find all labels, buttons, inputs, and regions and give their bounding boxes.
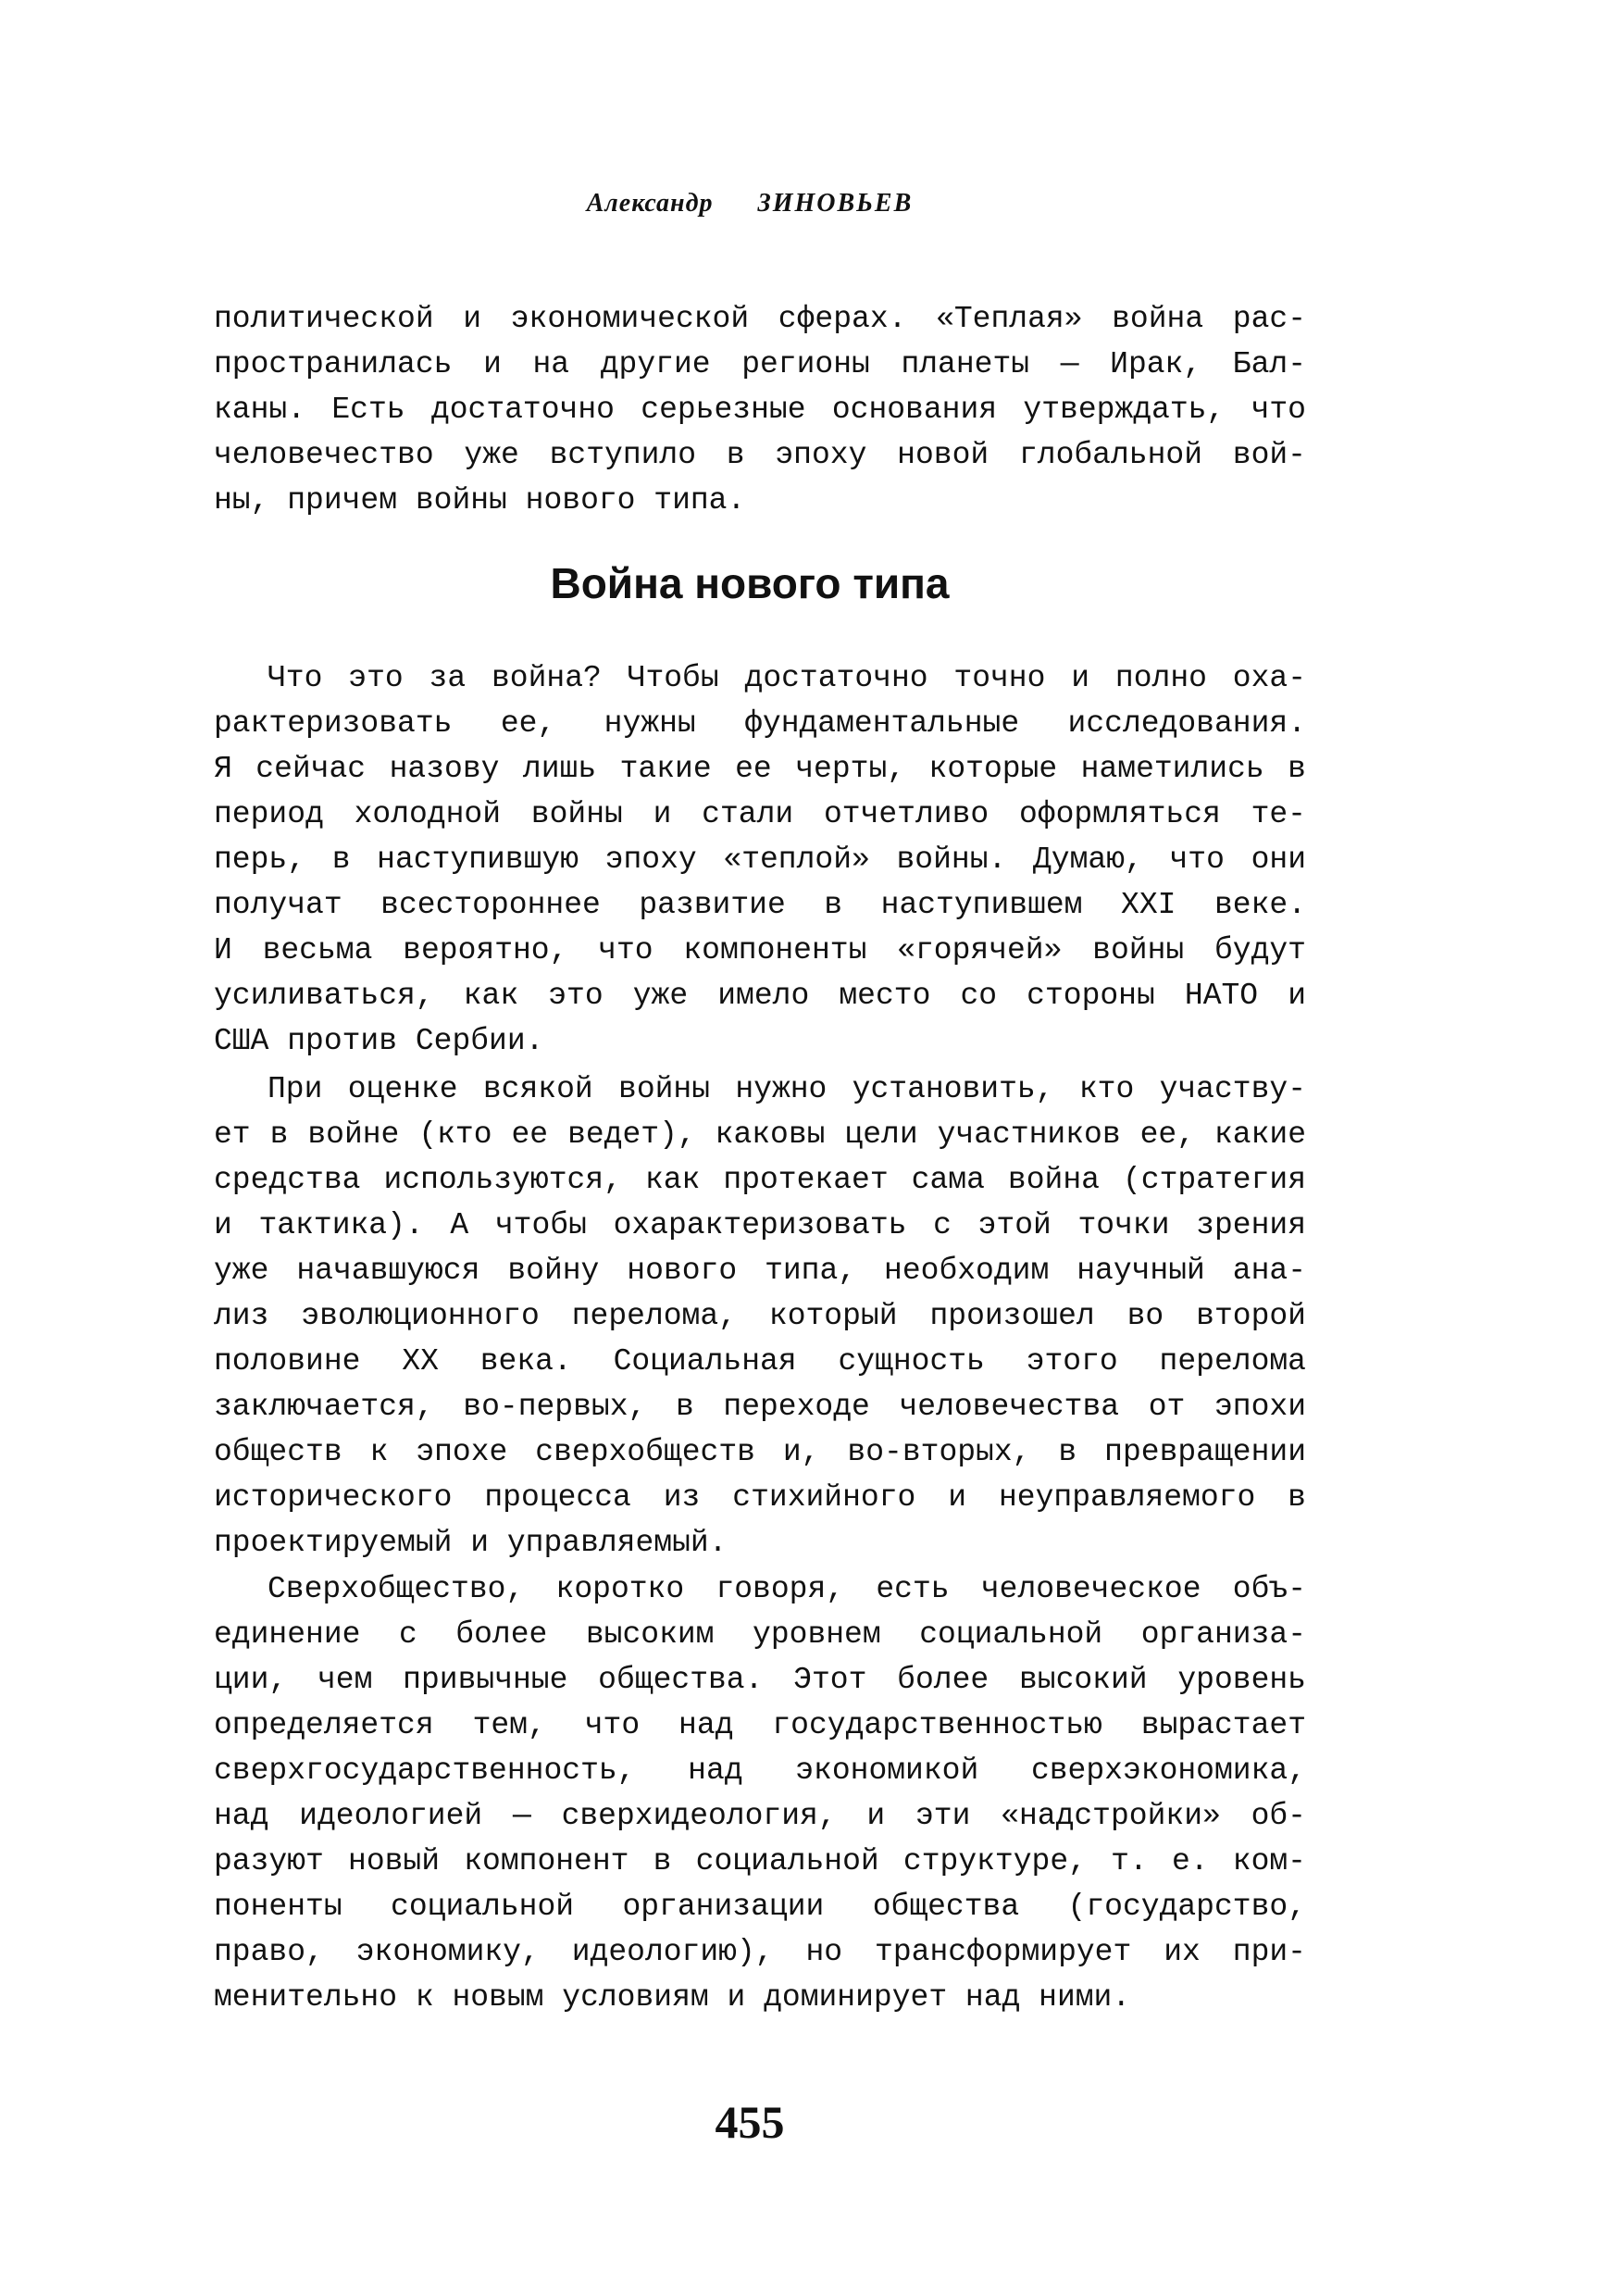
text-line: усиливаться, как это уже имело место со стороны НАТО и [214,979,1306,1013]
section-title: Война нового типа [550,559,950,607]
running-head [0,189,1500,218]
text-line: разуют новый компонент в социальной структуре, т. е. ком- [214,1844,1306,1878]
text-line: рактеризовать ее, нужны фундаментальные исследования. [214,706,1306,741]
text-line: половине XX века. Социальная сущность этого перелома [214,1344,1306,1379]
text-line: и тактика). А чтобы охарактеризовать с этой точки зрения [214,1208,1306,1242]
text-line: проектируемый и управляемый. [214,1526,728,1560]
paragraph-1 [214,655,1306,1064]
text-line: Что это за война? Чтобы достаточно точно и полно оха- [268,661,1306,695]
text-line: Я сейчас назову лишь такие ее черты, которые наметились в [214,752,1306,786]
text-line: пространилась и на другие регионы планеты — Ирак, Бал- [214,347,1306,381]
text-line: единение с более высоким уровнем социальной организа- [214,1617,1306,1652]
text-line: заключается, во-первых, в переходе человечества от эпохи [214,1390,1306,1424]
text-line: менительно к новым условиям и доминирует над ними. [214,1980,1131,2015]
text-line: исторического процесса из стихийного и неуправляемого в [214,1480,1306,1515]
text-line: политической и экономической сферах. «Теплая» война рас- [214,302,1306,336]
text-line: получат всестороннее развитие в наступившем XXI веке. [214,888,1306,922]
text-line: уже начавшуюся войну нового типа, необходим научный ана- [214,1254,1306,1288]
paragraph-2 [214,1067,1306,1566]
intro-paragraph [214,296,1306,523]
text-line: ны, причем войны нового типа. [214,483,746,518]
text-line: перь, в наступившую эпоху «теплой» войны. Думаю, что они [214,842,1306,877]
text-line: ет в войне (кто ее ведет), каковы цели участников ее, какие [214,1117,1306,1152]
text-line: сверхгосударственность, над экономикой сверхэкономика, [214,1753,1306,1788]
text-line: каны. Есть достаточно серьезные основания утверждать, что [214,393,1306,427]
text-line: При оценке всякой войны нужно установить, кто участву- [268,1072,1306,1106]
text-line: право, экономику, идеологию), но трансформирует их при- [214,1935,1306,1969]
author-last-name: ЗИНОВЬЕВ [757,189,914,218]
text-line: США против Сербии. [214,1024,544,1058]
page-number: 455 [715,2096,785,2148]
text-line: Сверхобщество, коротко говоря, есть человеческое объ- [268,1572,1306,1606]
text-line: И весьма вероятно, что компоненты «горячей» войны будут [214,933,1306,967]
text-line: поненты социальной организации общества (государство, [214,1890,1306,1924]
text-line: обществ к эпохе сверхобществ и, во-вторых, в превращении [214,1435,1306,1469]
paragraph-3 [214,1566,1306,2020]
text-line: лиз эволюционного перелома, который произошел во второй [214,1299,1306,1333]
text-line: над идеологией — сверхидеология, и эти «надстройки» об- [214,1799,1306,1833]
author-first-name: Александр [586,189,714,218]
text-line: средства используются, как протекает сама война (стратегия [214,1163,1306,1197]
text-line: ции, чем привычные общества. Этот более высокий уровень [214,1663,1306,1697]
text-line: период холодной войны и стали отчетливо оформляться те- [214,797,1306,831]
text-line: человечество уже вступило в эпоху новой глобальной вой- [214,438,1306,472]
text-line: определяется тем, что над государственностью вырастает [214,1708,1306,1742]
